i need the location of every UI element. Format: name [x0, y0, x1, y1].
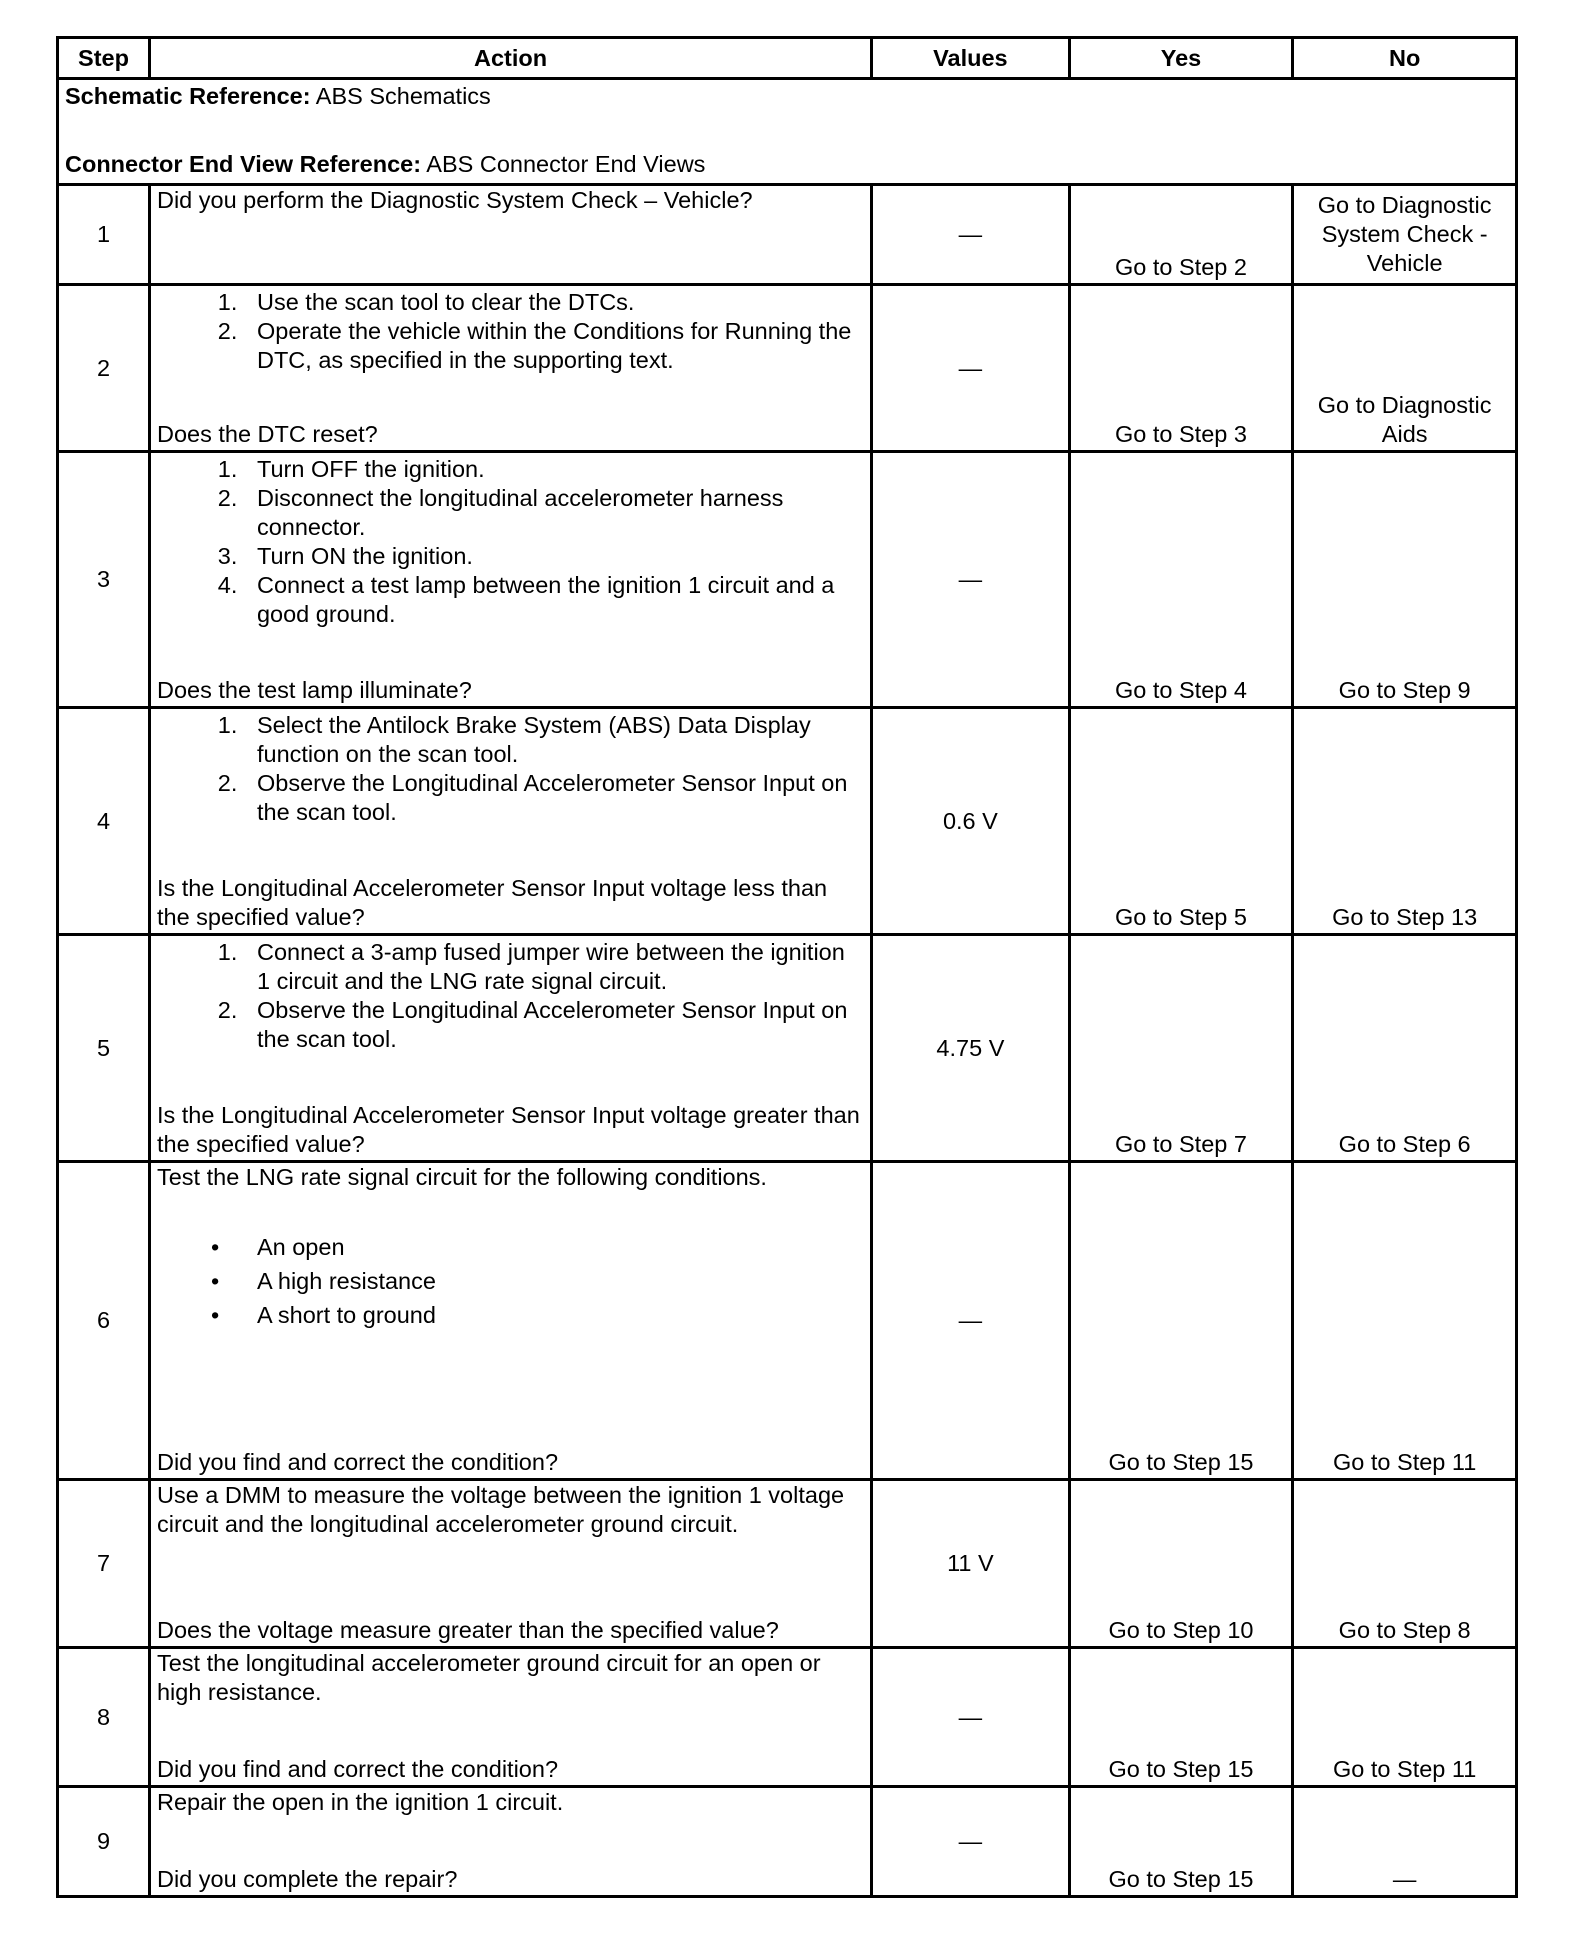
no-cell: Go to Diagnostic Aids: [1293, 285, 1517, 452]
step-number: 8: [58, 1648, 150, 1787]
table-row: [58, 708, 1517, 935]
value-cell: —: [872, 1162, 1070, 1480]
list-item: • A high resistance: [257, 1264, 864, 1298]
step-number: 9: [58, 1787, 150, 1897]
value-cell: 0.6 V: [872, 708, 1070, 935]
list-item: 1. Turn OFF the ignition.: [257, 455, 864, 484]
action-text: Use a DMM to measure the voltage between the ignition 1 voltage circuit and the longitudinal accelerometer ground circuit.: [156, 1482, 845, 1537]
table-row: [58, 1480, 1517, 1648]
table-row: [58, 1162, 1517, 1480]
header-action: Action: [149, 38, 871, 79]
value-cell: —: [872, 285, 1070, 452]
action-list: [157, 288, 864, 375]
list-item: • An open: [257, 1230, 864, 1264]
list-item: 2. Observe the Longitudinal Accelerometer Sensor Input on the scan tool.: [257, 996, 864, 1054]
no-cell: Go to Step 13: [1293, 708, 1517, 935]
list-item: 1. Connect a 3-amp fused jumper wire between the ignition 1 circuit and the LNG rate signal circuit.: [257, 938, 864, 996]
action-list: [157, 455, 864, 629]
yes-cell: Go to Step 4: [1069, 452, 1293, 708]
step-number: 2: [58, 285, 150, 452]
step-number: 4: [58, 708, 150, 935]
action-cell: [149, 185, 871, 285]
header-yes: Yes: [1069, 38, 1293, 79]
diagnostic-table: [56, 36, 1518, 1898]
list-item: 1. Select the Antilock Brake System (ABS) Data Display function on the scan tool.: [257, 711, 864, 769]
table-row: [58, 185, 1517, 285]
step-number: 6: [58, 1162, 150, 1480]
action-cell: [149, 1162, 871, 1480]
action-cell: [149, 1480, 871, 1648]
action-list: [157, 938, 864, 1054]
action-question: Does the voltage measure greater than the specified value?: [156, 1617, 779, 1643]
action-cell: [149, 1787, 871, 1897]
header-step: Step: [58, 38, 150, 79]
schematic-reference: [65, 82, 1509, 111]
action-question: Did you find and correct the condition?: [156, 1449, 559, 1475]
list-item: 2. Operate the vehicle within the Conditions for Running the DTC, as specified in the supporting text.: [257, 317, 864, 375]
table-row: [58, 285, 1517, 452]
value-cell: —: [872, 1787, 1070, 1897]
list-item: 4. Connect a test lamp between the ignition 1 circuit and a good ground.: [257, 571, 864, 629]
action-cell: [149, 935, 871, 1162]
reference-cell: [58, 79, 1517, 185]
yes-cell: Go to Step 15: [1069, 1787, 1293, 1897]
step-number: 5: [58, 935, 150, 1162]
action-list: [157, 711, 864, 827]
list-item: • A short to ground: [257, 1298, 864, 1332]
list-item: 2. Observe the Longitudinal Accelerometer Sensor Input on the scan tool.: [257, 769, 864, 827]
value-cell: 4.75 V: [872, 935, 1070, 1162]
action-cell: [149, 708, 871, 935]
value-cell: —: [872, 1648, 1070, 1787]
connector-reference-label: Connector End View Reference:: [65, 151, 422, 177]
value-cell: 11 V: [872, 1480, 1070, 1648]
yes-cell: Go to Step 7: [1069, 935, 1293, 1162]
no-cell: —: [1293, 1787, 1517, 1897]
table-row: [58, 935, 1517, 1162]
header-no: No: [1293, 38, 1517, 79]
action-question: Does the DTC reset?: [156, 421, 378, 447]
header-row: [58, 38, 1517, 79]
yes-cell: Go to Step 15: [1069, 1648, 1293, 1787]
value-cell: —: [872, 185, 1070, 285]
yes-cell: Go to Step 2: [1069, 185, 1293, 285]
schematic-reference-label: Schematic Reference:: [65, 83, 311, 109]
no-cell: Go to Step 11: [1293, 1162, 1517, 1480]
action-cell: [149, 1648, 871, 1787]
yes-cell: Go to Step 15: [1069, 1162, 1293, 1480]
action-question: Is the Longitudinal Accelerometer Sensor Input voltage greater than the specified value?: [156, 1102, 860, 1157]
connector-reference: [65, 150, 1509, 179]
no-cell: Go to Step 9: [1293, 452, 1517, 708]
step-number: 7: [58, 1480, 150, 1648]
action-cell: [149, 452, 871, 708]
no-cell: Go to Step 8: [1293, 1480, 1517, 1648]
action-text: Test the longitudinal accelerometer ground circuit for an open or high resistance.: [156, 1650, 821, 1705]
action-text: Repair the open in the ignition 1 circuit.: [156, 1789, 564, 1815]
step-number: 1: [58, 185, 150, 285]
condition-list: [157, 1230, 864, 1332]
no-cell: Go to Step 6: [1293, 935, 1517, 1162]
action-question: Did you find and correct the condition?: [156, 1756, 559, 1782]
header-values: Values: [872, 38, 1070, 79]
reference-row: [58, 79, 1517, 185]
value-cell: —: [872, 452, 1070, 708]
action-question: Is the Longitudinal Accelerometer Sensor Input voltage less than the specified value?: [156, 875, 828, 930]
table-row: [58, 1648, 1517, 1787]
list-item: 3. Turn ON the ignition.: [257, 542, 864, 571]
schematic-reference-value: ABS Schematics: [310, 83, 491, 109]
yes-cell: Go to Step 10: [1069, 1480, 1293, 1648]
list-item: 1. Use the scan tool to clear the DTCs.: [257, 288, 864, 317]
no-cell: Go to Step 11: [1293, 1648, 1517, 1787]
action-cell: [149, 285, 871, 452]
action-question: Did you complete the repair?: [156, 1866, 458, 1892]
action-question: Does the test lamp illuminate?: [156, 677, 472, 703]
yes-cell: Go to Step 3: [1069, 285, 1293, 452]
action-text: Did you perform the Diagnostic System Check – Vehicle?: [156, 187, 753, 213]
table-row: [58, 452, 1517, 708]
list-item: 2. Disconnect the longitudinal accelerometer harness connector.: [257, 484, 864, 542]
no-cell: Go to Diagnostic System Check - Vehicle: [1293, 185, 1517, 285]
connector-reference-value: ABS Connector End Views: [421, 151, 706, 177]
table-row: [58, 1787, 1517, 1897]
action-text: Test the LNG rate signal circuit for the following conditions.: [156, 1164, 767, 1190]
yes-cell: Go to Step 5: [1069, 708, 1293, 935]
step-number: 3: [58, 452, 150, 708]
